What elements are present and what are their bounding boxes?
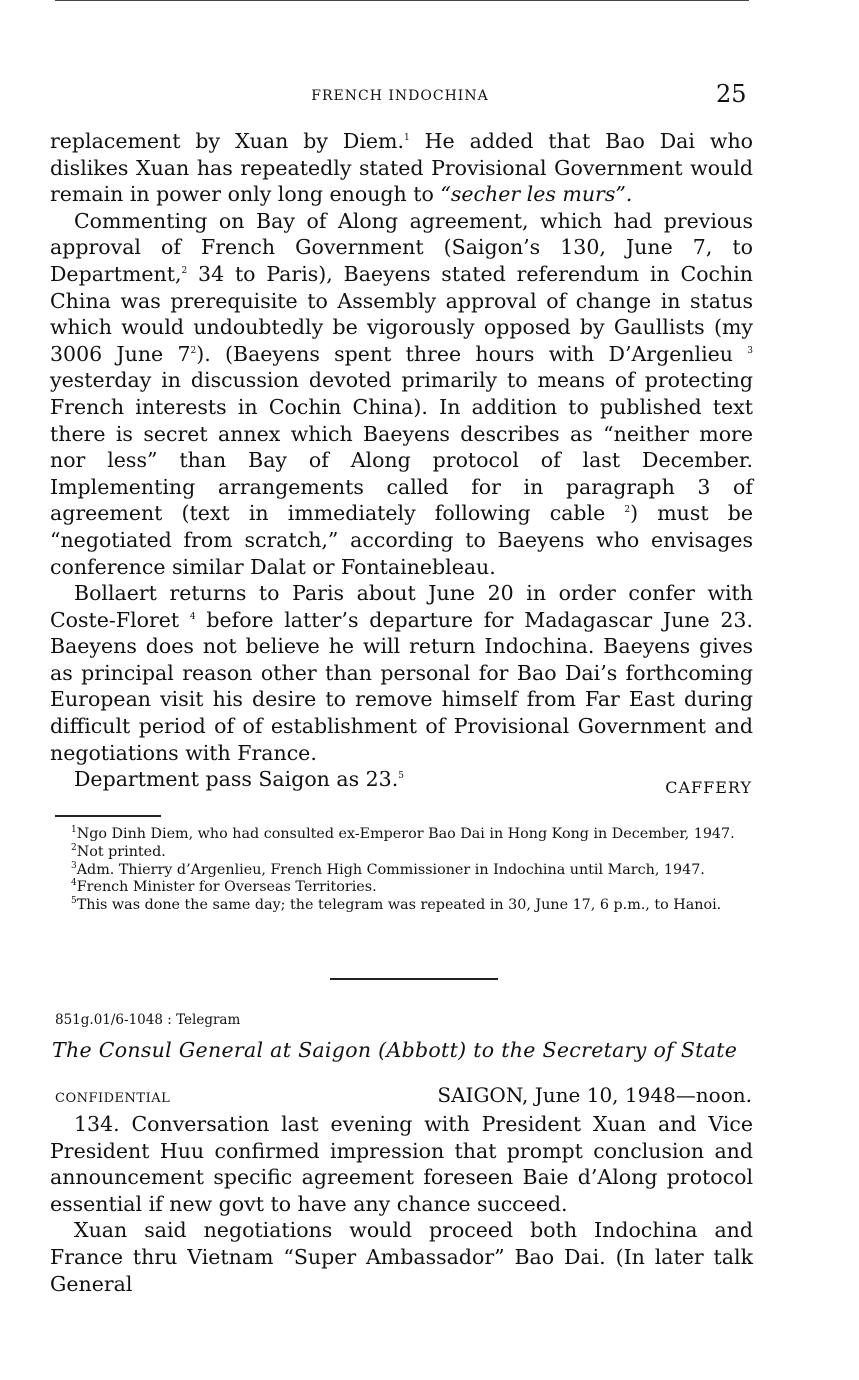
footnote-text: This was done the same day; the telegram was repeated in 30, June 17, 6 p.m., to Hanoi. xyxy=(76,897,722,914)
footnote-mark: 4 xyxy=(189,611,196,622)
signature: CAFFERY xyxy=(665,778,752,797)
paragraph xyxy=(50,128,753,208)
running-head xyxy=(0,80,859,110)
paragraph xyxy=(50,580,753,766)
classification: CONFIDENTIAL xyxy=(55,1091,171,1106)
text-run: ). (Baeyens spent three hours with D’Argenlieu xyxy=(196,341,733,366)
paragraph: 134. Conversation last evening with President Xuan and Vice President Huu confirmed impression that prompt conclusion and announcement specific agreement foreseen Baie d’Along protocol essential if new govt to have any chance succeed. xyxy=(50,1112,753,1216)
footnote xyxy=(55,844,752,862)
footnote-text: Adm. Thierry d’Argenlieu, French High Commissioner in Indochina until March, 1947. xyxy=(76,861,705,878)
footnote-mark: 3 xyxy=(747,345,753,356)
file-reference: 851g.01/6-1048 : Telegram xyxy=(55,1012,241,1028)
footnote-text: French Minister for Overseas Territories. xyxy=(76,879,377,896)
text-run: He added that Bao Dai who dislikes Xuan has repeatedly stated Provisional Government would remain in power only long enough to xyxy=(50,129,753,207)
place-date: SAIGON, June 10, 1948—noon. xyxy=(437,1083,752,1107)
footnote-mark: 2 xyxy=(181,266,188,277)
section-separator xyxy=(330,978,498,980)
text-run: before latter’s departure for Madagascar June 23. Baeyens does not believe he will return Indochina. Baeyens gives as principal reason other than personal for Bao Dai’s forthcoming European visit his desire to remove himself from Far East during difficult period of of establishment of Provisional Government and negotiations with France. xyxy=(50,607,753,765)
footnote-number: 4 xyxy=(71,878,77,889)
footnote-text: Ngo Dinh Diem, who had consulted ex-Emperor Bao Dai in Hong Kong in December, 1947. xyxy=(76,826,735,842)
footnote-number: 3 xyxy=(71,860,77,871)
text-run: replacement by Xuan by Diem. xyxy=(50,129,404,153)
text-run: Bollaert returns to Paris about June 20 in order confer with Coste-Floret xyxy=(50,581,753,632)
footnote-mark: 1 xyxy=(403,133,410,144)
quoted-phrase: “secher les murs”. xyxy=(440,182,633,207)
paragraph xyxy=(50,208,753,580)
footnote-number: 5 xyxy=(71,896,77,907)
text-run: 34 to Paris), Baeyens stated referendum in Cochin China was prerequisite to Assembly approval of change in status which would undoubtedly be vigorously opposed by Gaullists (my 3006 June 7 xyxy=(50,261,753,366)
running-title: FRENCH INDOCHINA xyxy=(311,88,489,104)
footnote-number: 1 xyxy=(71,825,77,836)
dateline xyxy=(52,1083,752,1109)
text-run: Commenting on Bay of Along agreement, which had previous approval of French Government (Saigon’s 130, June 7, to Department, xyxy=(50,208,753,286)
text-run: ) must be “negotiated from scratch,” according to Baeyens who envisages conference similar Dalat or Fontainebleau. xyxy=(50,501,753,579)
footnote-mark: 2 xyxy=(190,345,197,356)
footnotes xyxy=(55,826,752,915)
footnote xyxy=(55,862,752,880)
footnote xyxy=(55,826,752,844)
footnote-text: Not printed. xyxy=(76,843,166,860)
text-run: Department pass Saigon as 23. xyxy=(74,767,399,792)
footnote xyxy=(55,897,752,915)
footnote-number: 2 xyxy=(71,843,77,854)
footnote-rule xyxy=(55,815,161,817)
footnote-mark: 5 xyxy=(398,771,404,782)
document-body xyxy=(50,1111,753,1297)
paragraph: Xuan said negotiations would proceed both Indochina and France thru Vietnam “Super Ambassador” Bao Dai. (In later talk General xyxy=(50,1218,753,1296)
body-text xyxy=(50,128,753,793)
document-heading: The Consul General at Saigon (Abbott) to the Secretary of State xyxy=(52,1038,738,1062)
text-run: yesterday in discussion devoted primarily to means of protecting French interests in Cochin China). In addition to published text there is secret annex which Baeyens describes as “neither more nor less” than Bay of Along protocol of last December. Implementing arrangements called for in paragraph 3 of agreement (text in immediately following cable xyxy=(50,368,753,526)
footnote xyxy=(55,879,752,897)
page-number: 25 xyxy=(716,80,747,108)
footnote-mark: 2 xyxy=(624,505,631,516)
top-rule xyxy=(55,0,749,1)
